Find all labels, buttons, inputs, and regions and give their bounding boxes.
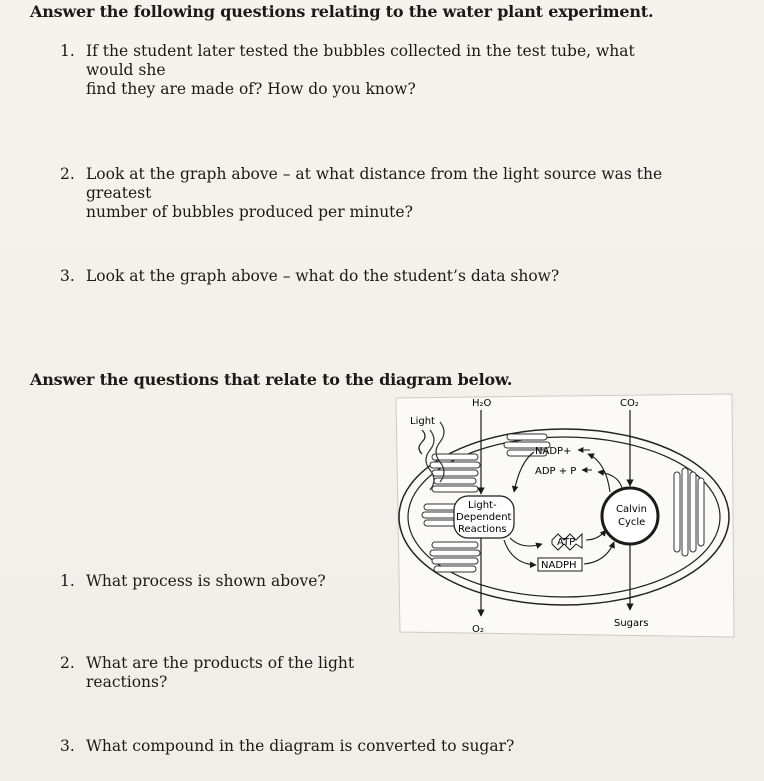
o2-label: O₂ (472, 624, 484, 635)
sugars-label: Sugars (614, 618, 649, 629)
question-text: What compound in the diagram is converted to sugar? (86, 737, 515, 755)
question-number: 1. (60, 42, 75, 60)
section2-question-3 (60, 737, 520, 757)
atp-label: ATP (557, 537, 576, 548)
light-dependent-label-1: Light- (468, 500, 497, 511)
section2-heading: Answer the questions that relate to the diagram below. (30, 370, 513, 389)
light-dependent-label-2: Dependent (456, 512, 512, 523)
question-text: Look at the graph above – at what distance from the light source was the greatest number of bubbles produced per minute? (86, 165, 663, 221)
light-dependent-label-3: Reactions (458, 524, 507, 535)
section2-question-2 (60, 654, 440, 691)
question-text: What process is shown above? (86, 572, 326, 590)
calvin-cycle-circle (602, 488, 658, 544)
nadp-plus-label: NADP+ (535, 446, 572, 457)
calvin-label-2: Cycle (618, 517, 646, 528)
adp-p-label: ADP + P (535, 466, 577, 477)
question-number: 3. (60, 267, 75, 285)
thylakoid-stack-upper (430, 454, 480, 492)
co2-label: CO₂ (620, 398, 639, 409)
photosynthesis-diagram (392, 392, 737, 639)
calvin-label-1: Calvin (616, 504, 647, 515)
h2o-label: H₂O (472, 398, 492, 409)
question-number: 2. (60, 654, 75, 672)
nadph-label: NADPH (541, 560, 577, 571)
question-number: 1. (60, 572, 75, 590)
question-text: If the student later tested the bubbles collected in the test tube, what would she find they are made of? How do you know? (86, 42, 635, 98)
question-number: 2. (60, 165, 75, 183)
question-text: What are the products of the light reactions? (86, 654, 355, 691)
section1-question-3 (60, 267, 660, 287)
section1-question-2 (60, 165, 700, 221)
question-number: 3. (60, 737, 75, 755)
light-label: Light (410, 416, 435, 427)
section1-question-1 (60, 42, 680, 98)
section2-question-1 (60, 572, 380, 592)
question-text: Look at the graph above – what do the student’s data show? (86, 267, 560, 285)
section1-heading: Answer the following questions relating to the water plant experiment. (30, 2, 654, 21)
